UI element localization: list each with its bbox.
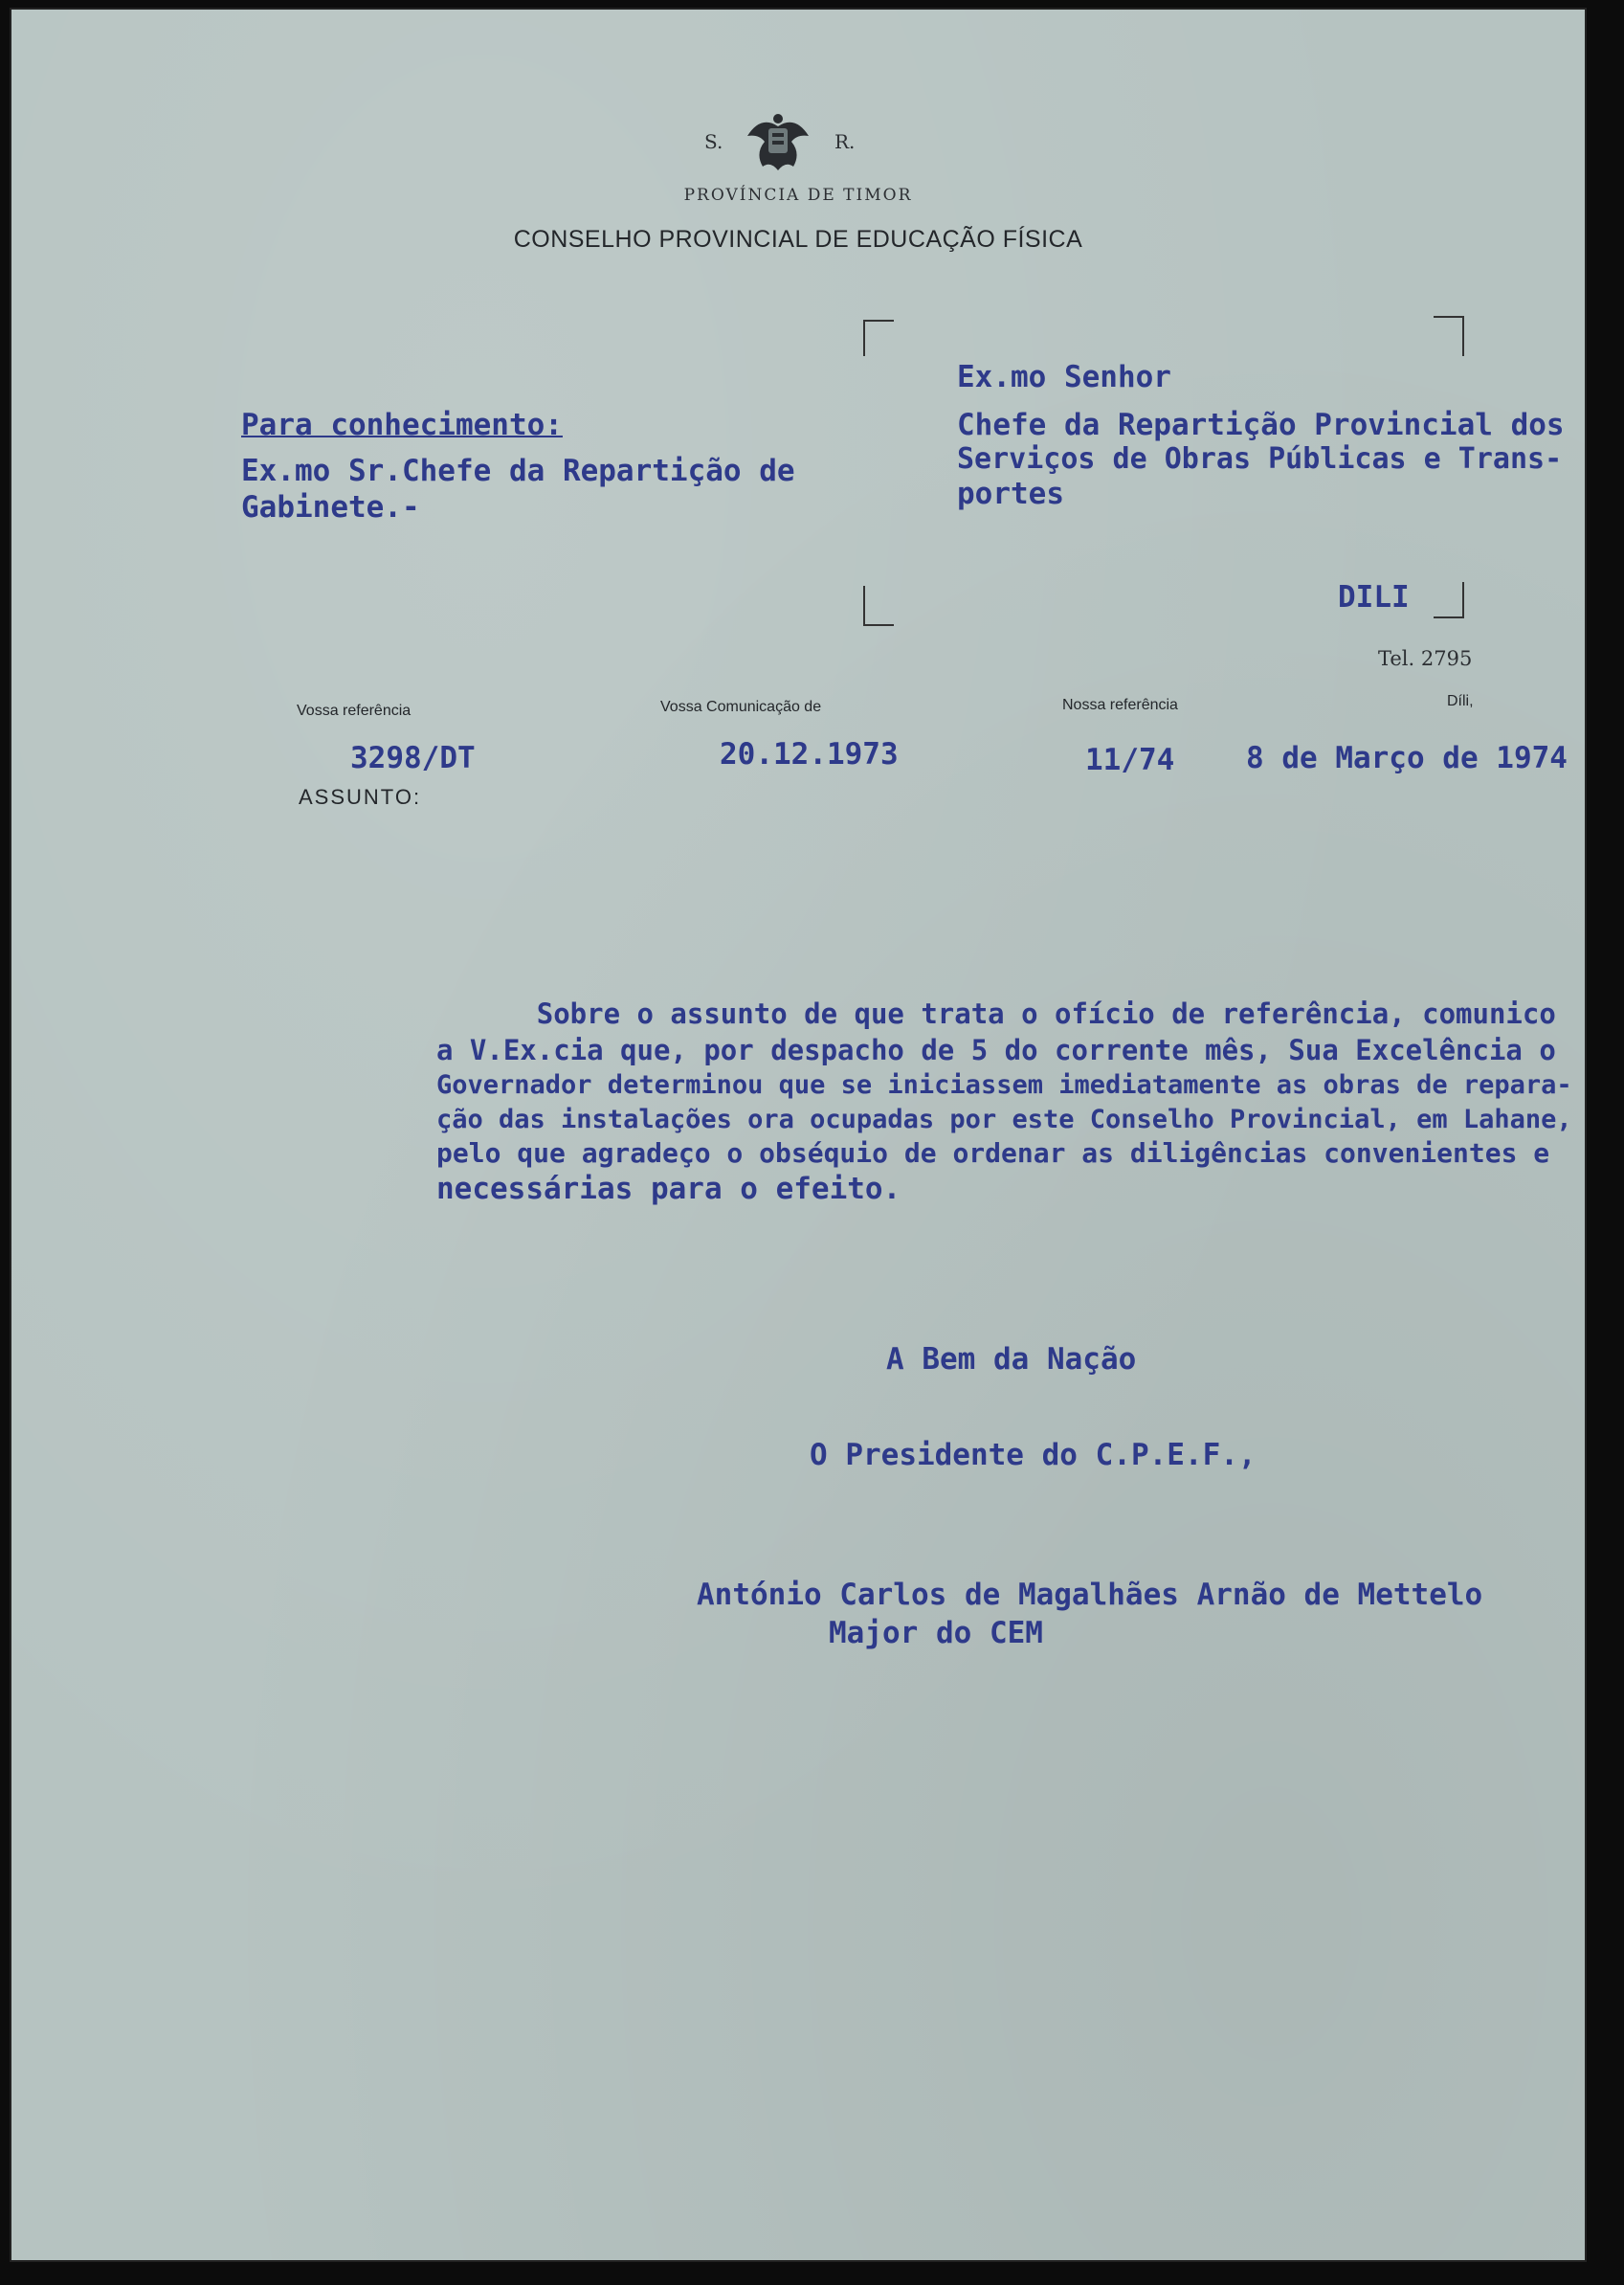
- body-line-5: pelo que agradeço o obséquio de ordenar as diligências convenientes e: [436, 1137, 1550, 1169]
- council-name: CONSELHO PROVINCIAL DE EDUCAÇÃO FÍSICA: [513, 226, 1083, 253]
- province-name: PROVÍNCIA DE TIMOR: [683, 186, 913, 205]
- closing-phrase: A Bem da Nação: [886, 1342, 1137, 1377]
- telephone: Tel. 2795: [1378, 647, 1473, 670]
- letterhead-left-initial: S.: [704, 130, 723, 153]
- your-communication-value: 20.12.1973: [720, 737, 899, 772]
- copy-to-line-2: Gabinete.-: [241, 490, 420, 525]
- addressee-city: DILI: [1338, 580, 1410, 615]
- copy-to-line-1: Ex.mo Sr.Chefe da Repartição de: [241, 454, 795, 488]
- addressee-line-1: Chefe da Repartição Provincial dos: [957, 408, 1565, 442]
- body-line-2: a V.Ex.cia que, por despacho de 5 do corrente mês, Sua Excelência o: [436, 1034, 1556, 1066]
- your-reference-label: Vossa referência: [297, 703, 412, 719]
- your-communication-label: Vossa Comunicação de: [660, 699, 822, 715]
- addressee-line-3: portes: [957, 477, 1064, 511]
- your-reference-value: 3298/DT: [350, 741, 476, 775]
- coat-of-arms-icon: [742, 107, 814, 180]
- letter-date: 8 de Março de 1974: [1246, 741, 1568, 775]
- body-line-4: ção das instalações ora ocupadas por este Conselho Provincial, em Lahane,: [436, 1105, 1572, 1134]
- body-line-3: Governador determinou que se iniciassem imediatamente as obras de repara-: [436, 1070, 1572, 1100]
- address-corner-top-right: [1434, 316, 1464, 356]
- body-line-1: Sobre o assunto de que trata o ofício de referência, comunico: [436, 997, 1556, 1030]
- addressee-salutation: Ex.mo Senhor: [957, 360, 1171, 394]
- address-corner-bottom-right: [1434, 582, 1464, 618]
- addressee-line-2: Serviços de Obras Públicas e Trans-: [957, 442, 1563, 476]
- copy-to-heading: Para conhecimento:: [241, 408, 563, 442]
- document-page: [10, 8, 1587, 2262]
- signatory-name: António Carlos de Magalhães Arnão de Mettelo: [697, 1578, 1483, 1612]
- address-corner-bottom-left: [863, 586, 894, 626]
- letterhead-right-initial: R.: [834, 130, 856, 153]
- address-corner-top-left: [863, 320, 894, 356]
- signatory-title: O Presidente do C.P.E.F.,: [810, 1438, 1257, 1472]
- subject-label: ASSUNTO:: [299, 785, 422, 809]
- signatory-rank: Major do CEM: [829, 1616, 1043, 1650]
- body-line-6: necessárias para o efeito.: [436, 1172, 901, 1206]
- place-label: Díli,: [1447, 693, 1474, 709]
- our-reference-value: 11/74: [1085, 743, 1175, 777]
- our-reference-label: Nossa referência: [1062, 697, 1178, 713]
